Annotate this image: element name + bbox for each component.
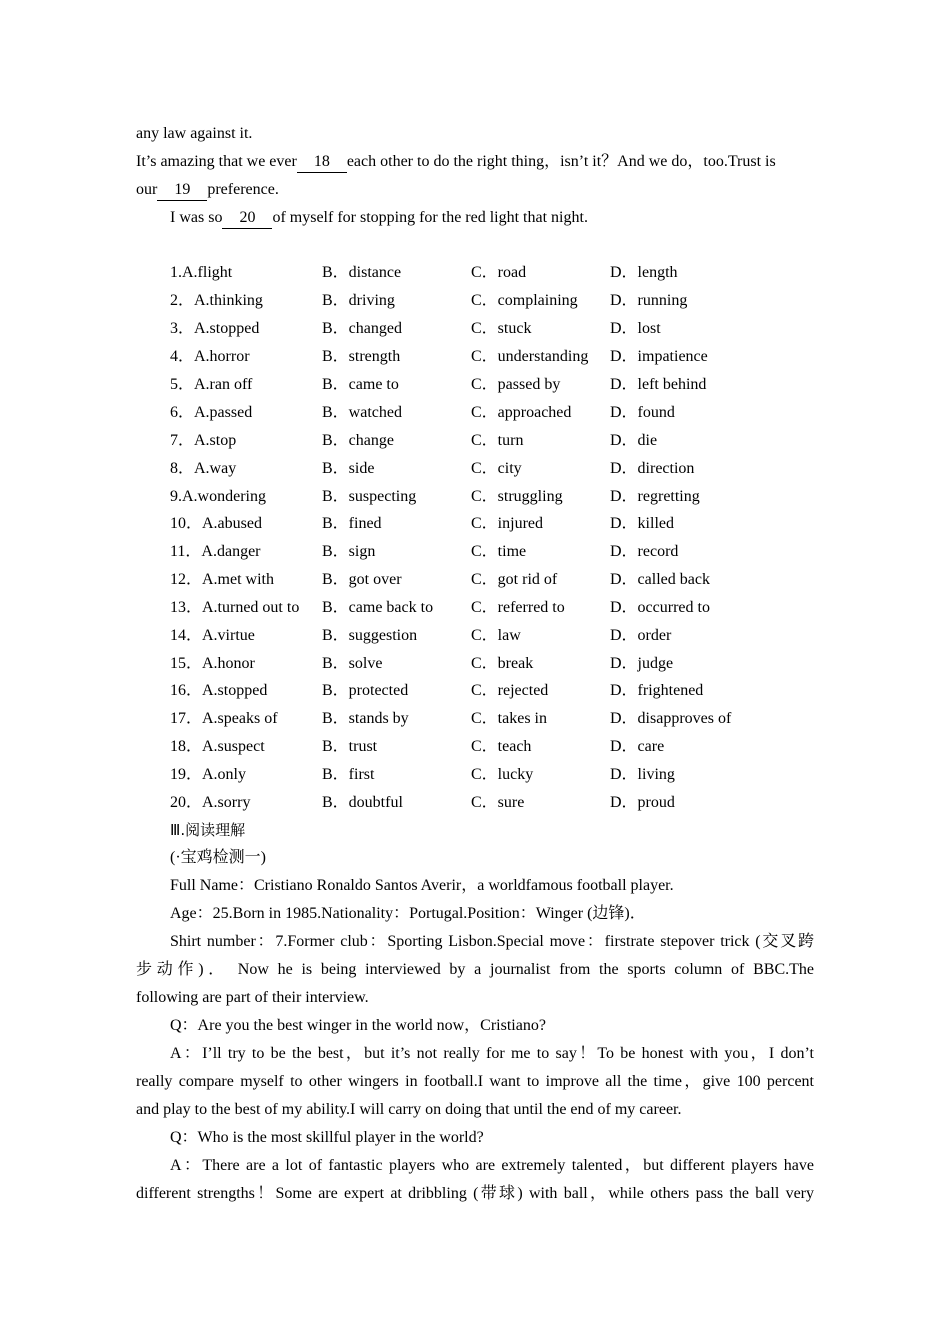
option-a[interactable]: 13．A.turned out to bbox=[170, 599, 300, 616]
option-c[interactable]: C．lucky bbox=[471, 766, 534, 783]
option-row bbox=[0, 650, 950, 678]
option-d[interactable]: D．order bbox=[610, 627, 672, 644]
option-d[interactable]: D．left behind bbox=[610, 376, 707, 393]
option-d[interactable]: D．impatience bbox=[610, 348, 708, 365]
option-c[interactable]: C．time bbox=[471, 543, 527, 560]
option-a[interactable]: 15．A.honor bbox=[170, 655, 255, 672]
option-c[interactable]: C．stuck bbox=[471, 320, 532, 337]
option-b[interactable]: B．solve bbox=[322, 655, 383, 672]
option-row bbox=[0, 399, 950, 427]
option-row bbox=[0, 315, 950, 343]
question-line: Q：Are you the best winger in the world now，Cristiano? bbox=[170, 1017, 546, 1034]
option-row bbox=[0, 705, 950, 733]
option-a[interactable]: 4．A.horror bbox=[170, 348, 250, 365]
option-row bbox=[0, 483, 950, 511]
option-c[interactable]: C．complaining bbox=[471, 292, 578, 309]
option-c[interactable]: C．struggling bbox=[471, 488, 563, 505]
option-a[interactable]: 9.A.wondering bbox=[170, 488, 266, 505]
option-c[interactable]: C．law bbox=[471, 627, 521, 644]
option-row bbox=[0, 622, 950, 650]
option-c[interactable]: C．sure bbox=[471, 794, 525, 811]
blank-19[interactable]: 19 bbox=[157, 180, 207, 201]
option-c[interactable]: C．road bbox=[471, 264, 527, 281]
option-c[interactable]: C．turn bbox=[471, 432, 524, 449]
option-row bbox=[0, 427, 950, 455]
profile-line: Full Name：Cristiano Ronaldo Santos Averir，a worldfamous football player. bbox=[170, 877, 674, 894]
option-b[interactable]: B．suspecting bbox=[322, 488, 417, 505]
answer-line: A：I’ll try to be the best，but it’s not really for me to say！To be honest with you，I don’t bbox=[170, 1045, 814, 1062]
cloze-passage bbox=[136, 120, 814, 232]
option-a[interactable]: 12．A.met with bbox=[170, 571, 274, 588]
option-d[interactable]: D．called back bbox=[610, 571, 710, 588]
option-b[interactable]: B．stands by bbox=[322, 710, 409, 727]
option-b[interactable]: B．changed bbox=[322, 320, 402, 337]
option-a[interactable]: 3．A.stopped bbox=[170, 320, 260, 337]
option-row bbox=[0, 510, 950, 538]
answer-line: different strengths！Some are expert at dribbling (带球) with ball，while others pass the ball very bbox=[136, 1185, 814, 1202]
option-a[interactable]: 2．A.thinking bbox=[170, 292, 263, 309]
option-d[interactable]: D．length bbox=[610, 264, 678, 281]
option-b[interactable]: B．came to bbox=[322, 376, 399, 393]
option-b[interactable]: B．suggestion bbox=[322, 627, 418, 644]
option-b[interactable]: B．doubtful bbox=[322, 794, 403, 811]
profile-line: 步动作)． Now he is being interviewed by a journalist from the sports column of BBC.The bbox=[136, 961, 814, 978]
passage-line: It’s amazing that we ever 18 each other to do the right thing，isn’t it？And we do，too.Trust is bbox=[136, 148, 814, 176]
option-row bbox=[0, 259, 950, 287]
option-c[interactable]: C．understanding bbox=[471, 348, 589, 365]
option-b[interactable]: B．watched bbox=[322, 404, 402, 421]
option-a[interactable]: 6．A.passed bbox=[170, 404, 253, 421]
option-b[interactable]: B．side bbox=[322, 460, 375, 477]
option-row bbox=[0, 455, 950, 483]
option-c[interactable]: C．takes in bbox=[471, 710, 547, 727]
option-b[interactable]: B．strength bbox=[322, 348, 401, 365]
option-row bbox=[0, 287, 950, 315]
option-b[interactable]: B．fined bbox=[322, 515, 382, 532]
option-a[interactable]: 18．A.suspect bbox=[170, 738, 265, 755]
option-row bbox=[0, 761, 950, 789]
option-b[interactable]: B．first bbox=[322, 766, 375, 783]
option-d[interactable]: D．die bbox=[610, 432, 658, 449]
option-a[interactable]: 5．A.ran off bbox=[170, 376, 253, 393]
option-a[interactable]: 10．A.abused bbox=[170, 515, 262, 532]
option-row bbox=[0, 343, 950, 371]
option-b[interactable]: B．sign bbox=[322, 543, 376, 560]
option-d[interactable]: D．occurred to bbox=[610, 599, 710, 616]
option-d[interactable]: D．judge bbox=[610, 655, 674, 672]
option-d[interactable]: D．care bbox=[610, 738, 665, 755]
option-c[interactable]: C．approached bbox=[471, 404, 572, 421]
option-a[interactable]: 17．A.speaks of bbox=[170, 710, 278, 727]
option-row bbox=[0, 566, 950, 594]
option-d[interactable]: D．direction bbox=[610, 460, 695, 477]
option-c[interactable]: C．referred to bbox=[471, 599, 565, 616]
reading-section bbox=[136, 816, 814, 1208]
option-row bbox=[0, 538, 950, 566]
profile-line: Age：25.Born in 1985.Nationality：Portugal.Position：Winger (边锋)． bbox=[170, 905, 646, 922]
option-a[interactable]: 20．A.sorry bbox=[170, 794, 251, 811]
option-d[interactable]: D．lost bbox=[610, 320, 661, 337]
option-a[interactable]: 16．A.stopped bbox=[170, 682, 268, 699]
option-c[interactable]: C．city bbox=[471, 460, 522, 477]
option-d[interactable]: D．regretting bbox=[610, 488, 700, 505]
option-a[interactable]: 1.A.flight bbox=[170, 264, 233, 281]
option-b[interactable]: B．came back to bbox=[322, 599, 434, 616]
answer-line: and play to the best of my ability.I will carry on doing that until the end of my career. bbox=[136, 1101, 682, 1118]
blank-20[interactable]: 20 bbox=[222, 208, 272, 229]
option-row bbox=[0, 677, 950, 705]
option-d[interactable]: D．record bbox=[610, 543, 679, 560]
option-b[interactable]: B．protected bbox=[322, 682, 409, 699]
option-a[interactable]: 7．A.stop bbox=[170, 432, 237, 449]
option-c[interactable]: C．passed by bbox=[471, 376, 561, 393]
option-b[interactable]: B．distance bbox=[322, 264, 402, 281]
passage-line: our 19 preference. bbox=[136, 176, 814, 204]
option-d[interactable]: D．frightened bbox=[610, 682, 704, 699]
option-a[interactable]: 14．A.virtue bbox=[170, 627, 255, 644]
question-line: Q：Who is the most skillful player in the world? bbox=[170, 1129, 484, 1146]
answer-line: A：There are a lot of fantastic players who are extremely talented，but different players have bbox=[170, 1157, 814, 1174]
option-b[interactable]: B．change bbox=[322, 432, 394, 449]
option-d[interactable]: D．running bbox=[610, 292, 688, 309]
option-a[interactable]: 8．A.way bbox=[170, 460, 237, 477]
blank-18[interactable]: 18 bbox=[297, 152, 347, 173]
option-d[interactable]: D．proud bbox=[610, 794, 675, 811]
option-c[interactable]: C．break bbox=[471, 655, 534, 672]
option-b[interactable]: B．got over bbox=[322, 571, 402, 588]
passage-line: I was so 20 of myself for stopping for the red light that night. bbox=[136, 204, 814, 232]
source-note: (·宝鸡检测一) bbox=[170, 849, 266, 866]
option-row bbox=[0, 789, 950, 817]
option-row bbox=[0, 371, 950, 399]
option-a[interactable]: 11．A.danger bbox=[170, 543, 261, 560]
option-c[interactable]: C．injured bbox=[471, 515, 543, 532]
option-a[interactable]: 19．A.only bbox=[170, 766, 247, 783]
section-title: Ⅲ.阅读理解 bbox=[170, 821, 246, 839]
option-b[interactable]: B．driving bbox=[322, 292, 395, 309]
profile-line: following are part of their interview. bbox=[136, 989, 369, 1006]
option-b[interactable]: B．trust bbox=[322, 738, 378, 755]
passage-line: any law against it. bbox=[136, 125, 253, 142]
profile-line: Shirt number：7.Former club：Sporting Lisbon.Special move：firstrate stepover trick (交叉跨 bbox=[170, 933, 814, 950]
option-c[interactable]: C．got rid of bbox=[471, 571, 558, 588]
option-row bbox=[0, 733, 950, 761]
option-d[interactable]: D．killed bbox=[610, 515, 674, 532]
option-d[interactable]: D．living bbox=[610, 766, 675, 783]
answer-line: really compare myself to other wingers in football.I want to improve all the time，give 100 percent bbox=[136, 1073, 814, 1090]
option-c[interactable]: C．rejected bbox=[471, 682, 549, 699]
option-row bbox=[0, 594, 950, 622]
option-d[interactable]: D．found bbox=[610, 404, 675, 421]
option-c[interactable]: C．teach bbox=[471, 738, 532, 755]
option-d[interactable]: D．disapproves of bbox=[610, 710, 732, 727]
